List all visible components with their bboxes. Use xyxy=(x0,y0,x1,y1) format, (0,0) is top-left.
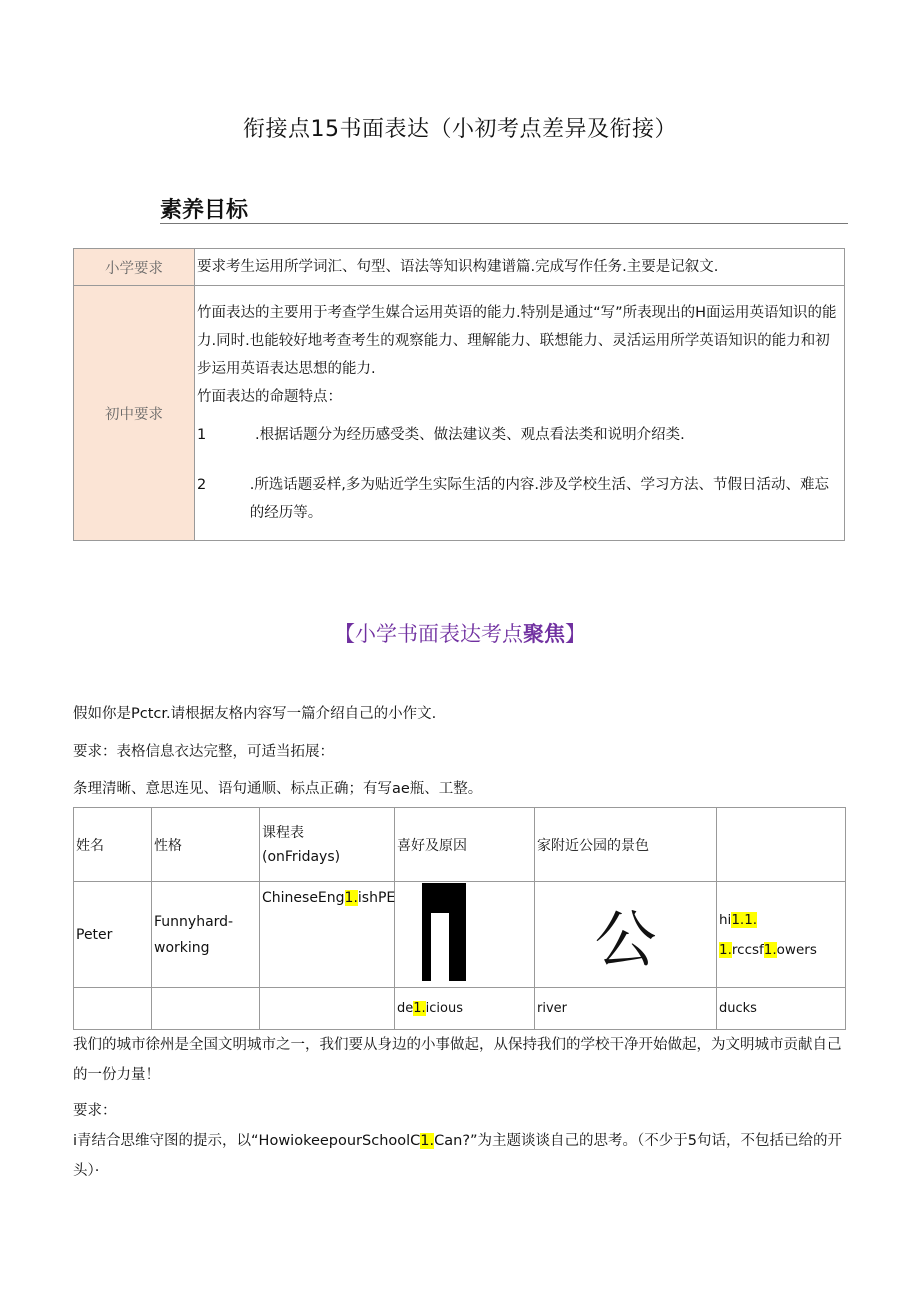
heading-divider xyxy=(160,223,848,224)
highlighted-text: 1. xyxy=(420,1133,435,1149)
page-title: 衔接点15书面表达（小初考点差异及衔接） xyxy=(243,117,677,142)
last-text: hi xyxy=(719,911,732,928)
cell-park-image xyxy=(535,882,717,988)
cell-likes xyxy=(395,988,535,1030)
schedule-text: ishPE xyxy=(357,890,396,906)
task-requirement: 条理清晰、意思连见、语句通顺、标点正确；有写ae瓶、工整。 xyxy=(73,781,483,797)
highlighted-text: 1. xyxy=(719,941,732,958)
task2-intro: 我们的城市徐州是全国文明城市之一，我们要从身边的小事做起，从保持我们的学校干净开始做起，为文明城市贡献自己的一份力量！ xyxy=(73,1037,842,1083)
likes-text: icious xyxy=(425,1001,463,1016)
last-line xyxy=(719,905,843,935)
header-park: 家附近公园的景色 xyxy=(535,808,717,882)
schedule-text: ChineseEng xyxy=(262,890,345,906)
bracket-close: 】 xyxy=(565,622,586,646)
task-requirement: 要求：表格信息衣达完整，可适当拓展： xyxy=(73,744,334,760)
table-header-row xyxy=(74,808,846,882)
highlighted-text: 1. xyxy=(763,941,777,958)
last-text: rccsf xyxy=(731,941,764,958)
header-personality: 性格 xyxy=(152,808,260,882)
table-row xyxy=(74,882,846,988)
highlighted-text: 1. xyxy=(344,890,358,906)
last-line xyxy=(719,935,843,965)
focus-heading xyxy=(0,618,920,648)
list-item-number: 2 xyxy=(197,477,207,493)
profile-table xyxy=(73,807,846,1030)
bracket-open: 【 xyxy=(334,622,355,646)
header-likes: 喜好及原因 xyxy=(395,808,535,882)
last-text: owers xyxy=(776,941,817,958)
focus-heading-bold: 聚焦 xyxy=(523,622,565,646)
cell-personality xyxy=(152,882,260,988)
cell-last: ducks xyxy=(717,988,846,1030)
list-item xyxy=(197,471,842,527)
features-title: 竹面表达的命题特点： xyxy=(197,389,342,405)
table-row xyxy=(74,988,846,1030)
header-name: 姓名 xyxy=(74,808,152,882)
header-empty xyxy=(717,808,846,882)
task-instruction: 假如你是Pctcr.请根据友格内容写一篇介绍自己的小作文. xyxy=(73,706,437,722)
park-glyph-image: 公 xyxy=(594,903,657,976)
junior-requirement-text: 竹面表达的主要用于考查学生媒合运用英语的能力.特别是通过“写”所表现出的H面运用英语知识的能力.同时.也能较好地考查考生的观察能力、理解能力、联想能力、灵活运用所学英语知识的能力和初步运用英语表达思想的能力. xyxy=(197,305,837,377)
cell-name: Peter xyxy=(74,882,152,988)
requirements-table xyxy=(73,248,845,541)
cell-empty xyxy=(74,988,152,1030)
task2-instruction xyxy=(73,1126,848,1186)
instruction-text: i青结合思维守图的提示，以“HowiokeepourSchoolC xyxy=(73,1133,421,1149)
junior-requirement-cell xyxy=(195,286,845,541)
table-row xyxy=(74,249,845,286)
cell-likes-image xyxy=(395,882,535,988)
cell-last xyxy=(717,882,846,988)
list-item-text: .根据话题分为经历感受类、做法建议类、观点看法类和说明介绍类. xyxy=(255,427,685,443)
cell-schedule xyxy=(260,882,395,988)
cell-empty xyxy=(152,988,260,1030)
list-item-text: .所选话题妥样,多为贴近学生实际生活的内容.涉及学校生活、学习方法、节假日活动、难忘的经历等。 xyxy=(249,477,830,521)
header-schedule xyxy=(260,808,395,882)
header-schedule-sub: (onFridays) xyxy=(262,848,341,865)
table-row xyxy=(74,286,845,541)
highlighted-text: 1.1. xyxy=(731,911,758,928)
focus-heading-text: 小学书面表达考点 xyxy=(355,622,523,646)
black-shape-image xyxy=(395,882,535,983)
list-item-number: 1 xyxy=(197,427,207,443)
likes-text: de xyxy=(397,1001,414,1016)
cell-empty xyxy=(260,988,395,1030)
primary-requirement-label: 小学要求 xyxy=(74,249,195,286)
junior-requirement-label: 初中要求 xyxy=(74,286,195,541)
highlighted-text: 1. xyxy=(413,1001,426,1016)
instruction-text: Can?”为主题谈谈自己的思考。（不少于5句话，不包括已给的开头）· xyxy=(73,1133,843,1179)
task2-requirement-label: 要求： xyxy=(73,1103,117,1119)
section-heading: 素养目标 xyxy=(160,198,249,223)
cell-park: river xyxy=(535,988,717,1030)
personality-line: Funnyhard- xyxy=(154,913,234,930)
personality-line: working xyxy=(154,939,210,956)
list-item xyxy=(197,421,842,449)
header-schedule-title: 课程表 xyxy=(262,824,304,841)
primary-requirement-text: 要求考生运用所学词汇、句型、语法等知识构建谱篇.完成写作任务.主要是记叙文. xyxy=(195,249,845,286)
